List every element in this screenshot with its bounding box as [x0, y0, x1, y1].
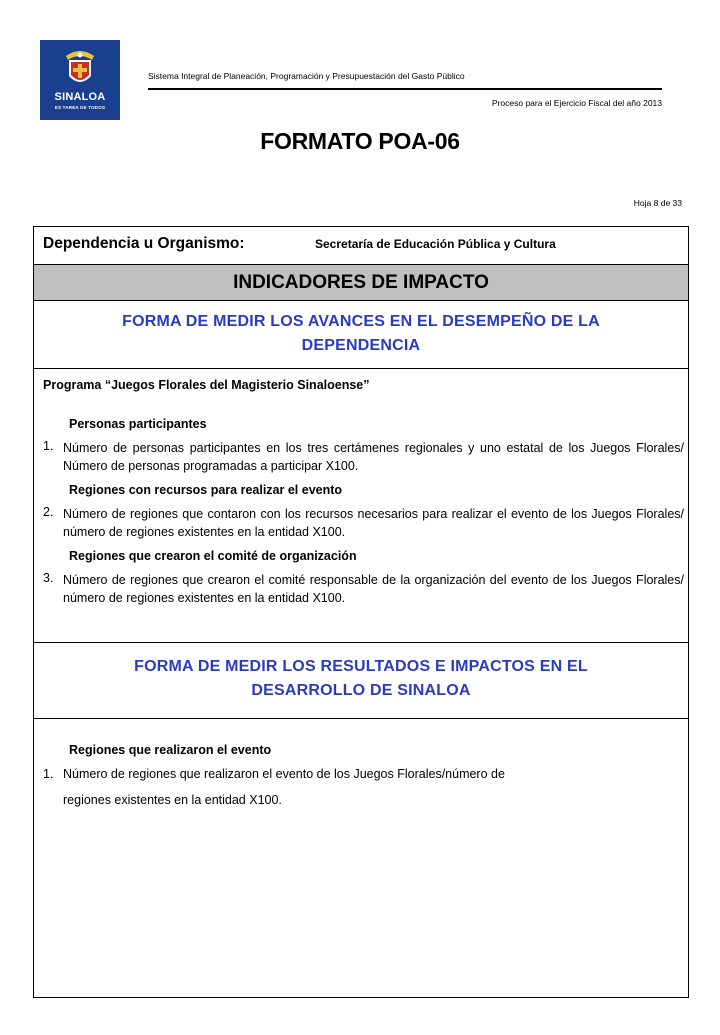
section-results-content	[34, 719, 688, 999]
indicator-heading: Regiones con recursos para realizar el evento	[69, 483, 343, 497]
logo-tagline: ES TAREA DE TODOS	[54, 105, 106, 110]
indicator-formula: Número de regiones que contaron con los recursos necesarios para realizar el evento de los Juegos Florales/ número de regiones existentes en la entidad X100.	[63, 507, 684, 539]
dependency-label: Dependencia u Organismo:	[43, 235, 245, 252]
section-results-header	[34, 643, 688, 719]
indicator-number: 2.	[43, 505, 54, 519]
logo-name: SINALOA	[54, 91, 106, 103]
system-title: Sistema Integral de Planeación, Programación y Presupuestación del Gasto Público	[148, 71, 465, 81]
section-performance-content	[34, 369, 688, 643]
indicator-heading: Regiones que realizaron el evento	[69, 743, 272, 757]
header-divider	[148, 88, 662, 90]
indicator-formula-line2: regiones existentes en la entidad X100.	[63, 793, 282, 807]
dependency-row	[34, 227, 688, 265]
indicator-number: 1.	[43, 439, 54, 453]
coat-of-arms-icon	[62, 46, 98, 90]
indicator-heading: Regiones que crearon el comité de organización	[69, 549, 357, 563]
indicator-formula: Número de regiones que crearon el comité responsable de la organización del evento de los Juegos Florales/ número de regiones existentes en la entidad X100.	[63, 573, 684, 605]
indicator-formula: Número de personas participantes en los tres certámenes regionales y uno estatal de los Juegos Florales/ Número de personas programadas a participar X100.	[63, 441, 684, 473]
form-table	[33, 226, 689, 998]
dependency-value: Secretaría de Educación Pública y Cultura	[315, 237, 556, 251]
section2-title-line2: DESARROLLO DE SINALOA	[251, 682, 471, 699]
sinaloa-logo	[40, 40, 120, 120]
indicator-number: 1.	[43, 767, 54, 781]
sheet-number: Hoja 8 de 33	[633, 198, 682, 208]
indicator-formula-line1: Número de regiones que realizaron el evento de los Juegos Florales/número de	[63, 767, 505, 781]
indicator-heading: Personas participantes	[69, 417, 207, 431]
indicators-band	[34, 265, 688, 301]
section1-title-line2: DEPENDENCIA	[301, 337, 421, 354]
section1-title-line1: FORMA DE MEDIR LOS AVANCES EN EL DESEMPEÑO DE LA	[122, 313, 600, 330]
process-text: Proceso para el Ejercicio Fiscal del año 2013	[491, 98, 662, 108]
program-name: Programa “Juegos Florales del Magisterio Sinaloense”	[43, 378, 370, 392]
indicators-title: INDICADORES DE IMPACTO	[233, 272, 489, 293]
section2-title-line1: FORMA DE MEDIR LOS RESULTADOS E IMPACTOS EN EL	[134, 658, 588, 675]
indicator-number: 3.	[43, 571, 54, 585]
section-performance-header	[34, 301, 688, 369]
page-title: FORMATO POA-06	[260, 128, 460, 154]
